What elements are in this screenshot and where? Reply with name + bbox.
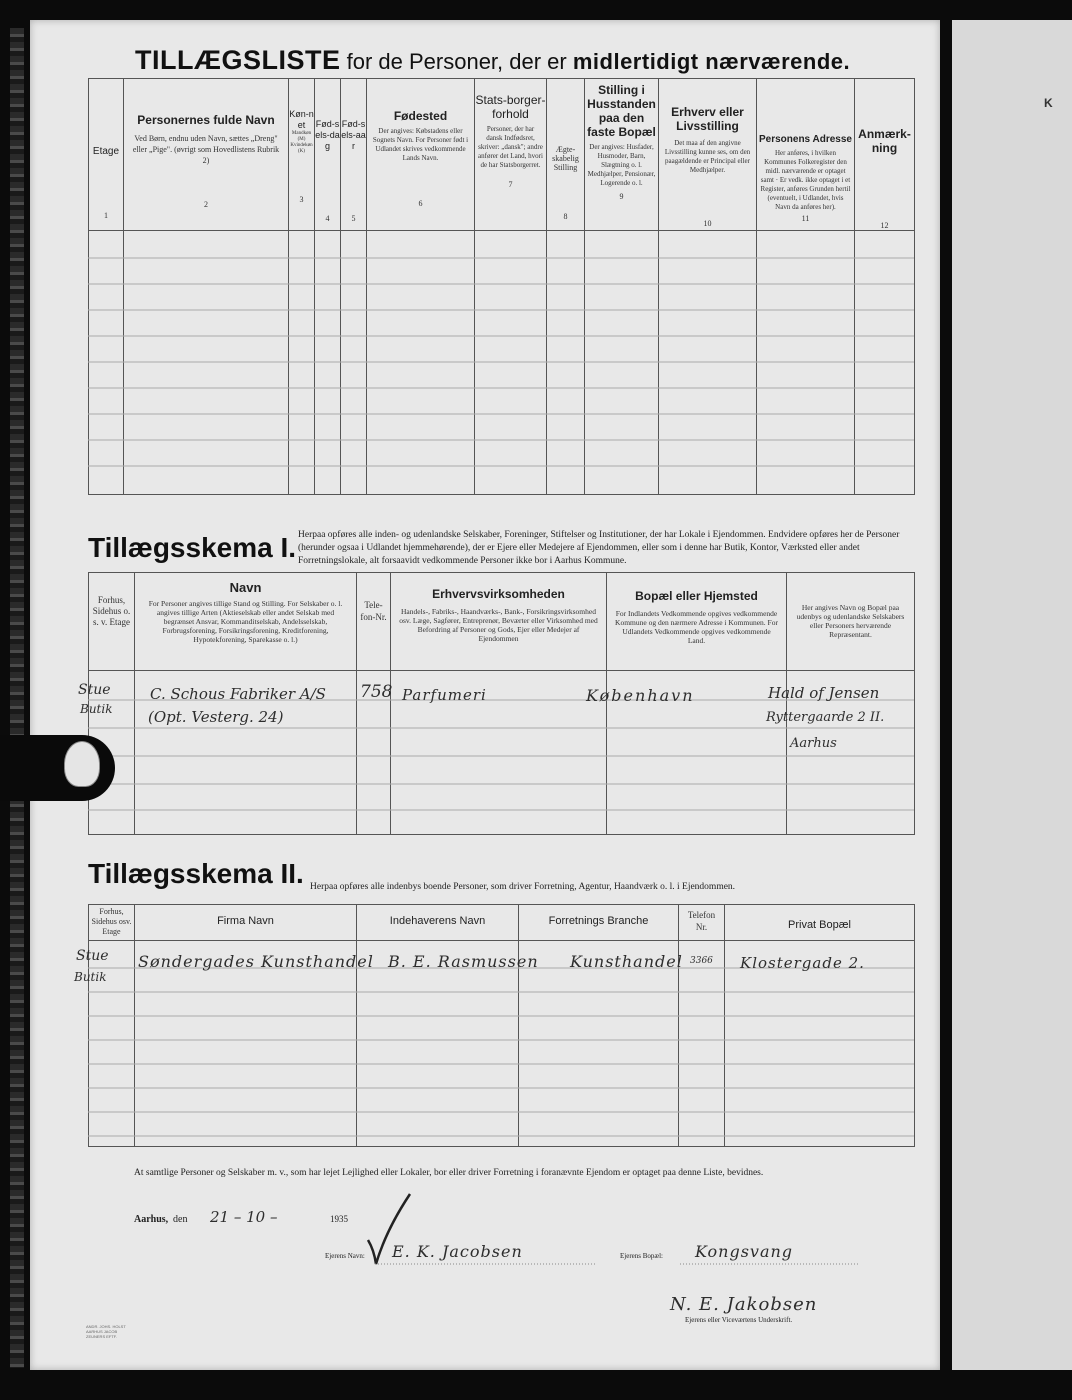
table1-header-row xyxy=(89,79,915,231)
skema2-header-row xyxy=(89,905,915,941)
t1-col-stilling: Stilling i Husstanden paa den faste Bopæl Der angives: Husfader, Husmoder, Barn, Slægtning o. l. Medhjælper, Pensionær, Logerende o. l. 9 xyxy=(585,79,659,231)
census-form-page xyxy=(30,20,940,1370)
t1-col-statsborger: Stats-borger-forhold Personer, der har dansk Indfødsret, skriver: „dansk"; andre anfører det Land, hvori de har Statsborgerret. 7 xyxy=(475,79,547,231)
s1-col-navn: Navn For Personer angives tillige Stand og Stilling. For Selskaber o. l. angives tillige Arten (Aktieselskab eller andet Selskab med begrænset Ansvar, Kommanditselskab, Andelsselskab, Forbrugsforening, Forsikringsforening, Kreditforening, Hypotekforening, Sparekasse o. l.) xyxy=(135,573,357,671)
s1-col-repraesentant: Her angives Navn og Bopæl paa udenbys og udenlandske Selskabers eller Personers herværende Repræsentant. xyxy=(787,573,915,671)
s1-col-bopael: Bopæl eller Hjemsted For Indlandets Vedkommende opgives vedkommende Kommune og den nærmere Adresse i Kommunen. For Udlandets Vedkommende opgives vedkommende Land. xyxy=(607,573,787,671)
owner-signature: N. E. Jakobsen xyxy=(670,1294,818,1315)
footer-date: 21 – 10 – xyxy=(210,1208,278,1226)
s2-entry-bopael: Klostergade 2. xyxy=(740,954,865,972)
underskrift-label: Ejerens eller Viceværtens Underskrift. xyxy=(685,1316,793,1324)
skema1-header-row xyxy=(89,573,915,671)
next-page-mark: K xyxy=(1044,96,1053,110)
s1-entry-etage2: Butik xyxy=(80,702,113,716)
s2-col-telefon: Telefon Nr. xyxy=(679,905,725,941)
s1-entry-telefon: 758 xyxy=(360,682,393,702)
t1-col-fodested: Fødested Der angives: Købstadens eller Sognets Navn. For Personer født i Udlandet skrives vedkommende Lands Navn. 6 xyxy=(367,79,475,231)
s1-entry-etage: Stue xyxy=(78,682,111,698)
s2-col-indehaver: Indehaverens Navn xyxy=(357,905,519,941)
thumbnail-nail xyxy=(64,741,100,787)
s1-entry-erhverv: Parfumeri xyxy=(402,686,487,704)
s2-entry-etage2: Butik xyxy=(74,970,107,984)
skema2-title: Tillægsskema II. xyxy=(88,858,304,889)
s2-col-branche: Forretnings Branche xyxy=(519,905,679,941)
ejer-navn-label: Ejerens Navn: xyxy=(325,1252,365,1260)
ejer-bopael: Kongsvang xyxy=(695,1242,794,1261)
printer-imprint: ANDR. JOHS. HOLST AARHUS JACOB ZEUNERS EFTF. xyxy=(86,1324,126,1339)
title-bold-2: midlertidigt nærværende. xyxy=(572,49,851,74)
s1-entry-rep1: Hald of Jensen xyxy=(768,684,880,702)
s2-col-firma: Firma Navn xyxy=(135,905,357,941)
t1-col-adresse: Personens Adresse Her anføres, i hvilken Kommunes Folkeregister den midl. nærværende er optaget samt · Er vedk. ikke optaget i et Register, anføres Grunden hertil (eventuelt, i Udlandet, hvis Navn da anføres her). 11 xyxy=(757,79,855,231)
s2-entry-firma: Søndergades Kunsthandel xyxy=(138,952,374,971)
s1-entry-navn2: (Opt. Vesterg. 24) xyxy=(148,708,284,726)
holding-thumb xyxy=(0,735,115,801)
footer-statement: At samtlige Personer og Selskaber m. v., som har lejet Lejlighed eller Lokaler, bor eller driver Forretning i foranævnte Ejendom er optaget paa denne Liste, bevidnes. xyxy=(134,1168,764,1178)
s1-col-telefon: Tele-fon-Nr. xyxy=(357,573,391,671)
skema1-title: Tillægsskema I. xyxy=(88,532,297,563)
s2-entry-indehaver: B. E. Rasmussen xyxy=(388,952,539,971)
s2-col-etage: Forhus, Sidehus osv. Etage xyxy=(89,905,135,941)
page-title xyxy=(135,45,850,76)
s2-entry-telefon: 3366 xyxy=(690,956,713,966)
s1-col-etage: Forhus, Sidehus o. s. v. Etage xyxy=(89,573,135,671)
ejer-navn-line xyxy=(375,1262,595,1266)
footer-year: 1935 xyxy=(330,1214,348,1224)
title-mid: for de Personer, der er xyxy=(340,49,573,74)
s1-entry-rep2: Ryttergaarde 2 II. xyxy=(766,710,885,725)
ejer-navn: E. K. Jacobsen xyxy=(392,1242,523,1261)
book-binding xyxy=(10,28,24,1368)
s1-col-erhverv: Erhvervsvirksomheden Handels-, Fabriks-, Haandværks-, Bank-, Forsikringsvirksomhed osv. Læge, Sagfører, Entreprenør, Beværter eller Virksomhed med Befordring af Personer og Gods, Ejer eller Medejer af Ejendommen xyxy=(391,573,607,671)
s1-entry-rep3: Aarhus xyxy=(790,736,837,751)
t1-col-aegteskabelig: Ægte-skabelig Stilling 8 xyxy=(547,79,585,231)
footer-den: den xyxy=(173,1214,188,1225)
next-page-edge xyxy=(952,20,1072,1370)
t1-col-navn: Personernes fulde Navn Ved Børn, endnu uden Navn, sættes „Dreng" eller „Pige". (øvrigt som Hovedlistens Rubrik 2) 2 xyxy=(124,79,289,231)
s1-entry-bopael: København xyxy=(586,686,695,705)
s1-entry-navn: C. Schous Fabriker A/S xyxy=(150,685,326,703)
t1-col-fodselsdag: Fød-sels-dag 4 xyxy=(315,79,341,231)
s2-entry-branche: Kunsthandel xyxy=(570,952,683,971)
t1-col-anmaerkning: Anmærk-ning 12 xyxy=(855,79,915,231)
t1-col-etage: Etage 1 xyxy=(89,79,124,231)
s2-entry-etage: Stue xyxy=(76,948,109,964)
footer-place: Aarhus, xyxy=(134,1214,169,1225)
t1-col-erhverv: Erhverv eller Livsstilling Det maa af den angivne Livsstilling kunne ses, om den paagældende er Principal eller Medhjælper. 10 xyxy=(659,79,757,231)
ejer-bopael-line xyxy=(680,1262,860,1266)
skema2-intro: Herpaa opføres alle indenbys boende Personer, som driver Forretning, Agentur, Haandværk o. l. i Ejendommen. xyxy=(310,882,736,892)
t1-col-kon: Køn-net Mandkøn (M) Kvindekøn (K) 3 xyxy=(289,79,315,231)
table1-ruled-lines xyxy=(88,228,914,494)
skema1-intro: Herpaa opføres alle inden- og udenlandske Selskaber, Foreninger, Stiftelser og Institutioner, der har Lokale i Ejendommen. Endvidere opføres her de Personer (herunder ogsaa i Udlandet hjemmehørende), der er Ejere eller Medejere af Ejendommen, eller som i denne har Butik, Kontor, Værksted eller andet Forretningslokale, alt forsaavidt vedkommende Personer ikke bor i Aarhus Kommune. xyxy=(298,530,900,566)
s2-col-bopael: Privat Bopæl xyxy=(725,905,915,941)
t1-col-fodselsaar: Fød-sels-aar 5 xyxy=(341,79,367,231)
ejer-bopael-label: Ejerens Bopæl: xyxy=(620,1252,663,1260)
title-bold: TILLÆGSLISTE xyxy=(135,45,341,75)
